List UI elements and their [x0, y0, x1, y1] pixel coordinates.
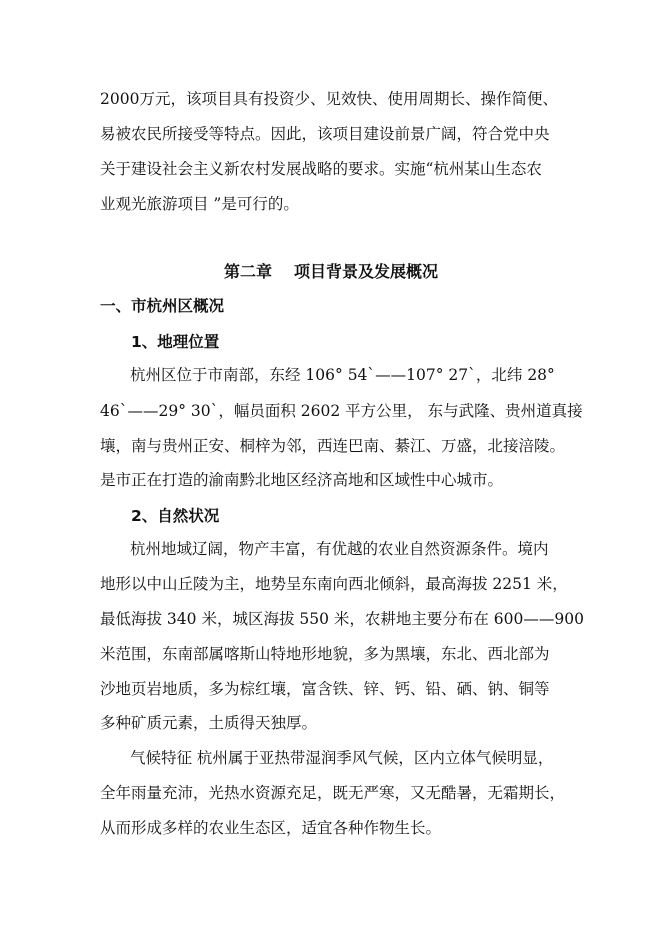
nature-line-5: 沙地页岩地质，多为棕红壤，富含铁、锌、钙、铅、硒、钠、铜等 [100, 680, 550, 698]
intro-line-4: 业观光旅游项目 ”是可行的。 [100, 195, 299, 213]
climate-line-3: 从而形成多样的农业生态区，适宜各种作物生长。 [100, 819, 442, 837]
subsection-heading-nature: 2、自然状况 [131, 507, 220, 525]
nature-line-6: 多种矿质元素，土质得天独厚。 [100, 714, 318, 732]
intro-line-3: 关于建设社会主义新农村发展战略的要求。实施“杭州某山生态农 [100, 160, 542, 178]
section-heading: 一、市杭州区概况 [100, 297, 225, 315]
intro-line-2: 易被农民所接受等特点。因此，该项目建设前景广阔，符合党中央 [100, 125, 550, 143]
nature-line-4: 米范围，东南部属喀斯山特地形地貌，多为黑壤，东北、西北部为 [100, 645, 550, 663]
chapter-number: 第二章 [223, 262, 272, 281]
nature-line-2: 地形以中山丘陵为主，地势呈东南向西北倾斜，最高海拔 2251 米， [100, 575, 568, 593]
chapter-title: 项目背景及发展概况 [294, 262, 439, 281]
subsection-heading-location: 1、地理位置 [131, 333, 220, 351]
climate-line-2: 全年雨量充沛，光热水资源充足，既无严寒，又无酷暑，无霜期长， [100, 784, 566, 802]
nature-line-3: 最低海拔 340 米，城区海拔 550 米，农耕地主要分布在 600——900 [100, 610, 584, 628]
location-line-3: 壤，南与贵州正安、桐梓为邻，西连巴南、綦江、万盛，北接涪陵。 [100, 437, 566, 455]
location-line-2: 46`——29° 30`，幅员面积 2602 平方公里， 东与武隆、贵州道真接 [100, 402, 583, 420]
nature-line-1: 杭州地域辽阔，物产丰富，有优越的农业自然资源条件。境内 [130, 540, 549, 558]
location-line-4: 是市正在打造的渝南黔北地区经济高地和区域性中心城市。 [100, 471, 504, 489]
climate-line-1: 气候特征 杭州属于亚热带湿润季风气候，区内立体气候明显， [130, 749, 554, 767]
chapter-heading [0, 262, 662, 282]
intro-line-1: 2000万元，该项目具有投资少、见效快、使用周期长、操作简便、 [100, 90, 558, 108]
location-line-1: 杭州区位于市南部，东经 106° 54`——107° 27`，北纬 28° [130, 366, 555, 384]
